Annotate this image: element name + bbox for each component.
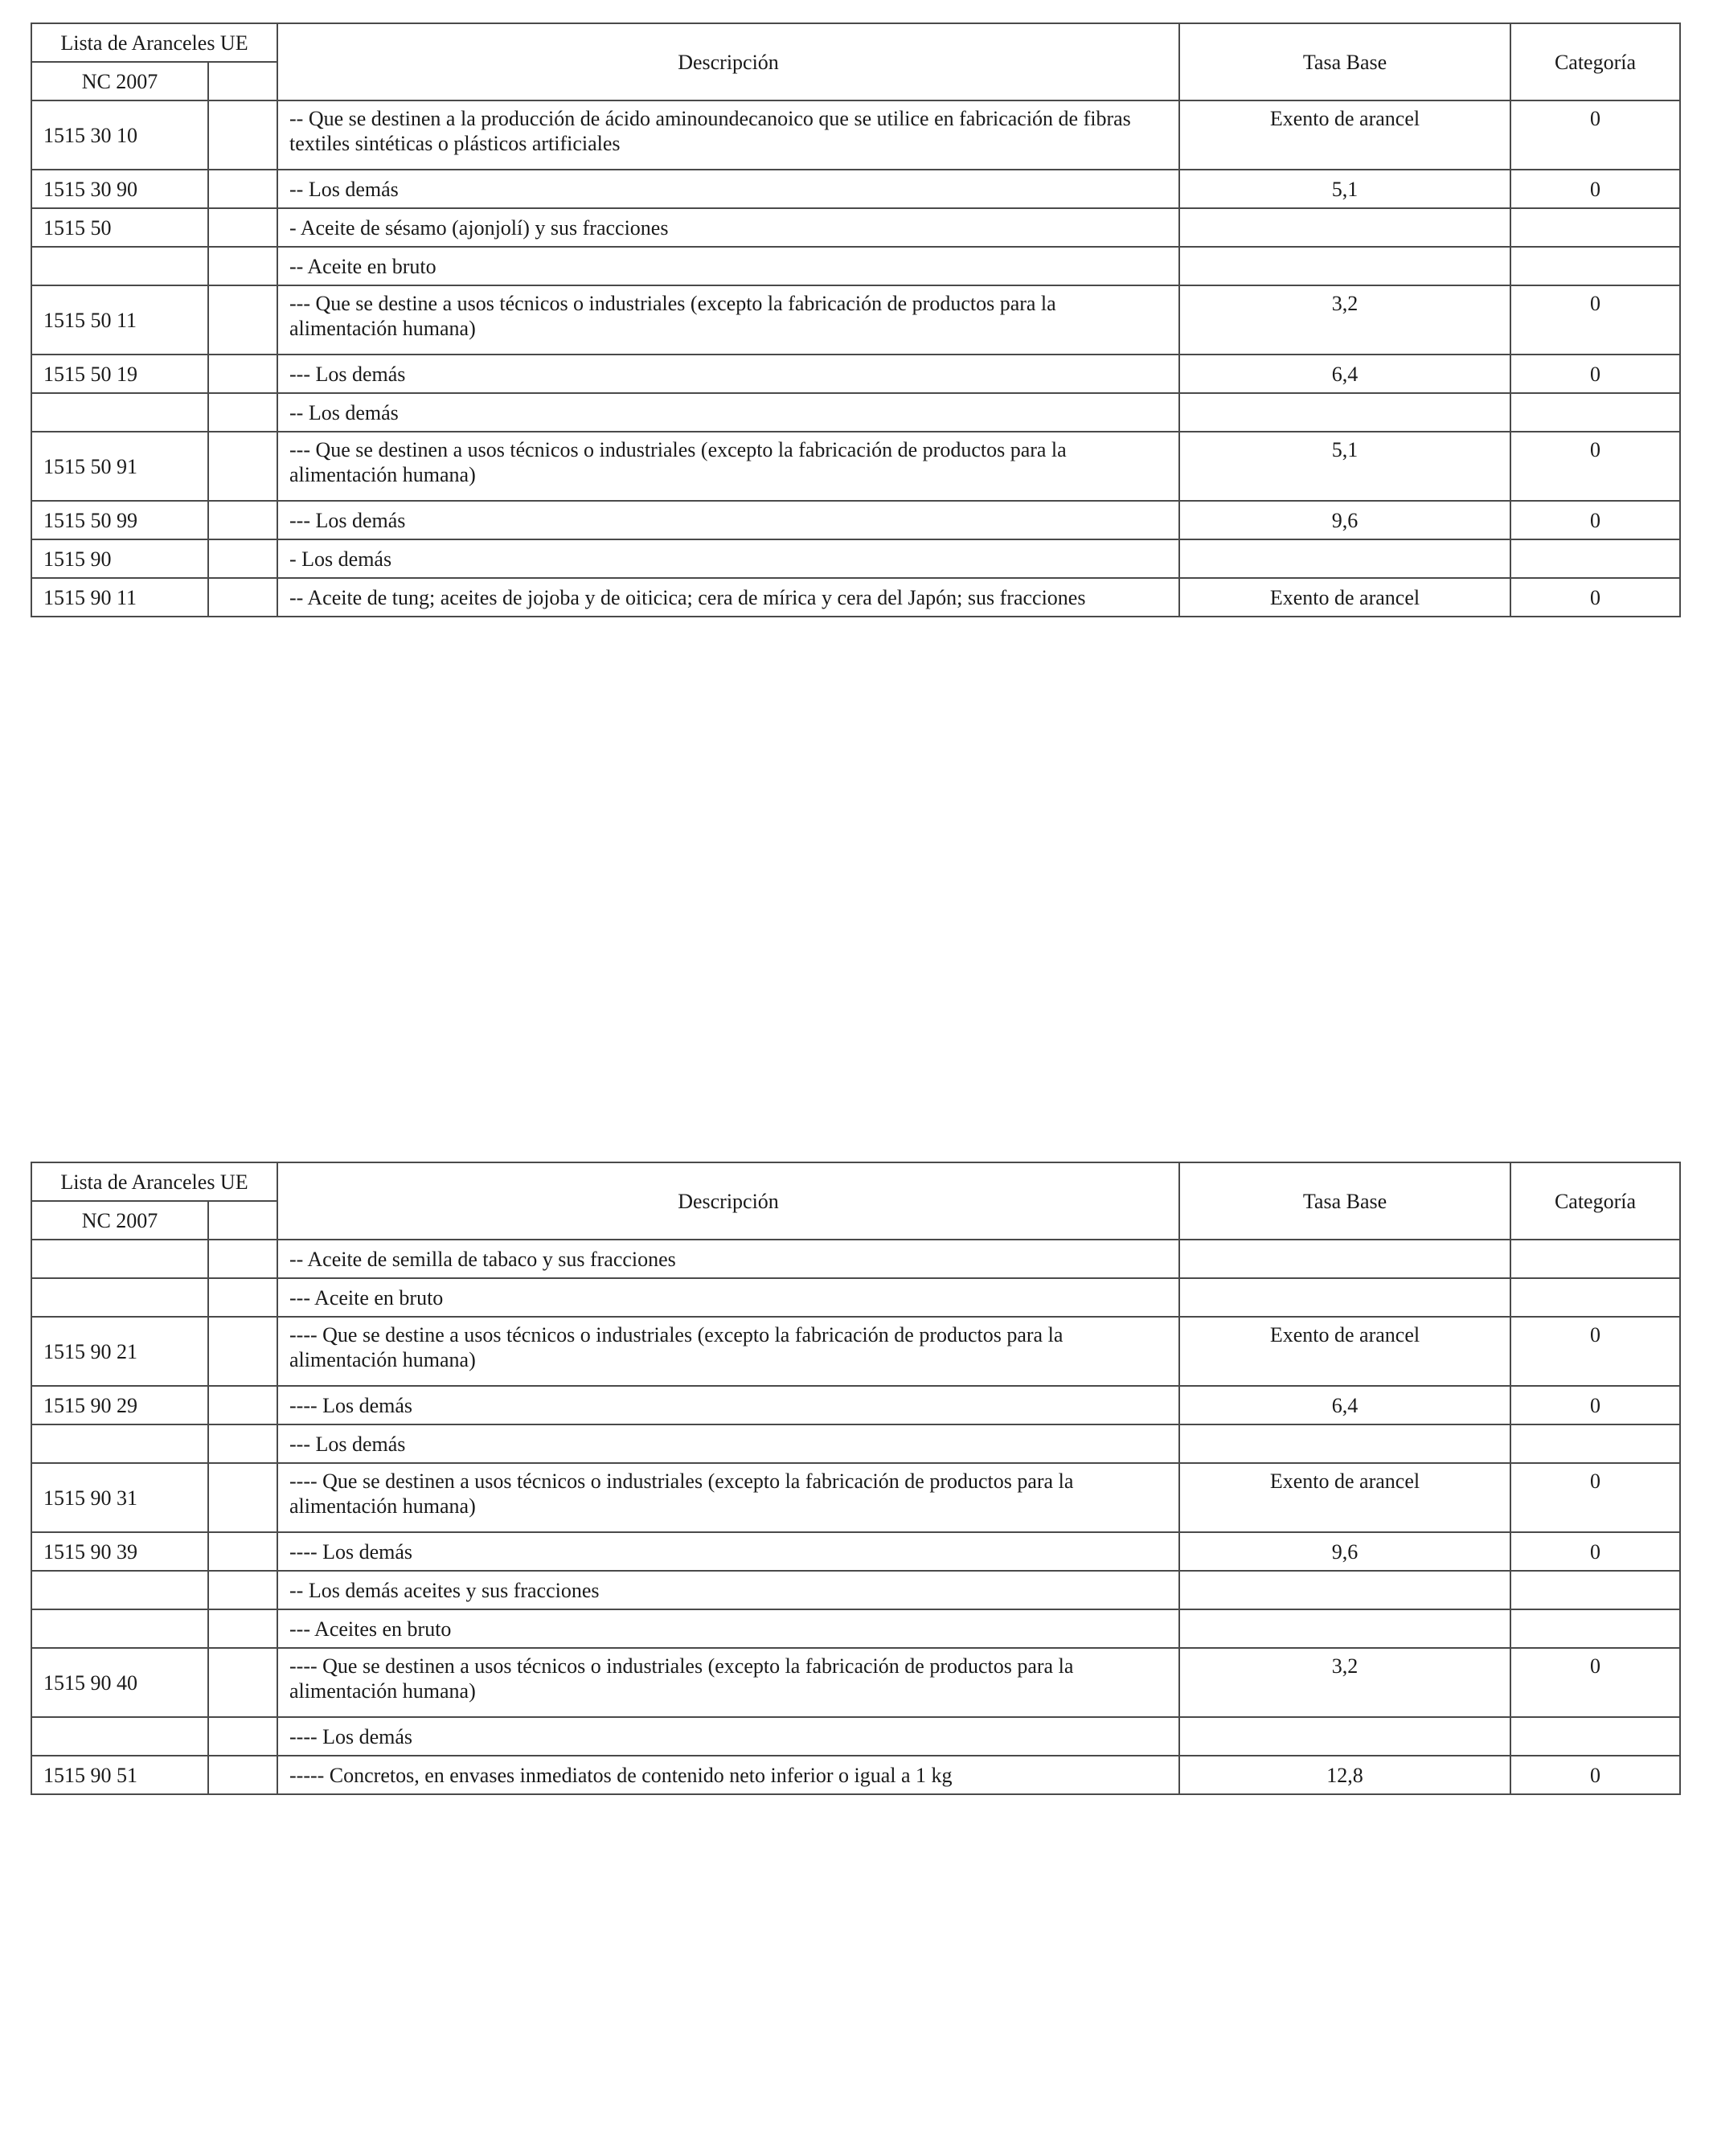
tariff-code-cell: [31, 247, 208, 285]
tariff-code-cell: 1515 30 10: [31, 100, 208, 170]
table-body: [31, 1240, 1680, 1794]
description-cell: --- Aceite en bruto: [277, 1278, 1179, 1317]
tariff-code-cell: [31, 1571, 208, 1609]
category-cell: [1510, 208, 1680, 247]
description-cell: ---- Los demás: [277, 1717, 1179, 1756]
table-row: [31, 1386, 1680, 1424]
blank-cell: [208, 1609, 277, 1648]
tariff-table-1: [31, 23, 1681, 617]
description-cell: -- Los demás aceites y sus fracciones: [277, 1571, 1179, 1609]
tariff-code-cell: 1515 50 99: [31, 501, 208, 539]
category-cell: 0: [1510, 1386, 1680, 1424]
category-cell: 0: [1510, 1756, 1680, 1794]
nc-label: NC 2007: [31, 62, 208, 100]
description-cell: -- Aceite en bruto: [277, 247, 1179, 285]
blank-cell: [208, 285, 277, 355]
blank-cell: [208, 1317, 277, 1386]
table-row: [31, 539, 1680, 578]
table-header: [31, 23, 1680, 100]
base-rate-cell: Exento de arancel: [1179, 100, 1510, 170]
table-row: [31, 208, 1680, 247]
tariff-code-cell: 1515 50 91: [31, 432, 208, 501]
base-rate-cell: [1179, 247, 1510, 285]
table-body: [31, 100, 1680, 617]
tariff-code-cell: 1515 90: [31, 539, 208, 578]
table-row: [31, 1278, 1680, 1317]
description-cell: ---- Que se destinen a usos técnicos o industriales (excepto la fabricación de productos para la alimentación humana): [277, 1463, 1179, 1532]
table-row: [31, 1532, 1680, 1571]
base-rate-cell: [1179, 1240, 1510, 1278]
blank-header-cell: [208, 1201, 277, 1240]
blank-cell: [208, 1424, 277, 1463]
base-rate-cell: [1179, 1717, 1510, 1756]
base-rate-cell: Exento de arancel: [1179, 578, 1510, 617]
tariff-code-cell: [31, 1717, 208, 1756]
list-label: Lista de Aranceles UE: [31, 1162, 277, 1201]
category-cell: 0: [1510, 1317, 1680, 1386]
category-cell: 0: [1510, 1648, 1680, 1717]
table-row: [31, 247, 1680, 285]
table-row: [31, 355, 1680, 393]
tariff-code-cell: [31, 1278, 208, 1317]
description-cell: --- Los demás: [277, 355, 1179, 393]
blank-cell: [208, 393, 277, 432]
table-header: [31, 1162, 1680, 1240]
base-rate-cell: 6,4: [1179, 1386, 1510, 1424]
base-rate-cell: [1179, 1278, 1510, 1317]
blank-cell: [208, 1386, 277, 1424]
category-cell: [1510, 1278, 1680, 1317]
blank-cell: [208, 208, 277, 247]
table-row: [31, 501, 1680, 539]
blank-cell: [208, 1756, 277, 1794]
description-cell: --- Que se destine a usos técnicos o industriales (excepto la fabricación de productos para la alimentación humana): [277, 285, 1179, 355]
base-rate-cell: 5,1: [1179, 432, 1510, 501]
base-rate-cell: [1179, 208, 1510, 247]
description-cell: --- Los demás: [277, 1424, 1179, 1463]
description-cell: --- Los demás: [277, 501, 1179, 539]
description-cell: -- Que se destinen a la producción de ácido aminoundecanoico que se utilice en fabricación de fibras textiles sintéticas o plásticos artificiales: [277, 100, 1179, 170]
blank-cell: [208, 539, 277, 578]
category-cell: [1510, 247, 1680, 285]
tariff-code-cell: 1515 90 39: [31, 1532, 208, 1571]
base-rate-cell: [1179, 1571, 1510, 1609]
description-cell: - Los demás: [277, 539, 1179, 578]
tariff-code-cell: [31, 1609, 208, 1648]
base-rate-cell: 12,8: [1179, 1756, 1510, 1794]
tariff-code-cell: 1515 90 31: [31, 1463, 208, 1532]
description-cell: ----- Concretos, en envases inmediatos de contenido neto inferior o igual a 1 kg: [277, 1756, 1179, 1794]
table-row: [31, 1463, 1680, 1532]
table-row: [31, 170, 1680, 208]
table-row: [31, 285, 1680, 355]
description-cell: -- Los demás: [277, 393, 1179, 432]
blank-cell: [208, 432, 277, 501]
table-row: [31, 578, 1680, 617]
category-cell: 0: [1510, 285, 1680, 355]
table-row: [31, 1240, 1680, 1278]
table-row: [31, 1424, 1680, 1463]
blank-cell: [208, 501, 277, 539]
table-row: [31, 100, 1680, 170]
blank-cell: [208, 1463, 277, 1532]
table-row: [31, 393, 1680, 432]
description-cell: -- Aceite de semilla de tabaco y sus fracciones: [277, 1240, 1179, 1278]
base-rate-cell: Exento de arancel: [1179, 1317, 1510, 1386]
description-cell: --- Que se destinen a usos técnicos o industriales (excepto la fabricación de productos para la alimentación humana): [277, 432, 1179, 501]
base-rate-cell: 9,6: [1179, 1532, 1510, 1571]
description-cell: ---- Los demás: [277, 1386, 1179, 1424]
category-cell: 0: [1510, 1532, 1680, 1571]
category-cell: [1510, 1717, 1680, 1756]
base-rate-header: Tasa Base: [1179, 1162, 1510, 1240]
blank-cell: [208, 1278, 277, 1317]
blank-cell: [208, 1717, 277, 1756]
category-header: Categoría: [1510, 23, 1680, 100]
table-row: [31, 432, 1680, 501]
tariff-code-cell: 1515 30 90: [31, 170, 208, 208]
base-rate-cell: Exento de arancel: [1179, 1463, 1510, 1532]
tariff-table-2: [31, 1162, 1681, 1795]
description-header: Descripción: [277, 1162, 1179, 1240]
tariff-code-cell: 1515 90 40: [31, 1648, 208, 1717]
nc-label: NC 2007: [31, 1201, 208, 1240]
description-cell: --- Aceites en bruto: [277, 1609, 1179, 1648]
description-header: Descripción: [277, 23, 1179, 100]
tariff-code-cell: [31, 1424, 208, 1463]
base-rate-cell: 6,4: [1179, 355, 1510, 393]
base-rate-cell: 3,2: [1179, 285, 1510, 355]
blank-cell: [208, 170, 277, 208]
category-cell: [1510, 1424, 1680, 1463]
table-row: [31, 1571, 1680, 1609]
category-cell: [1510, 1571, 1680, 1609]
tariff-code-cell: 1515 90 11: [31, 578, 208, 617]
category-cell: 0: [1510, 100, 1680, 170]
base-rate-cell: [1179, 1609, 1510, 1648]
tariff-code-cell: 1515 50 11: [31, 285, 208, 355]
description-cell: -- Los demás: [277, 170, 1179, 208]
blank-header-cell: [208, 62, 277, 100]
blank-cell: [208, 247, 277, 285]
base-rate-cell: 3,2: [1179, 1648, 1510, 1717]
blank-cell: [208, 1648, 277, 1717]
blank-cell: [208, 1571, 277, 1609]
blank-cell: [208, 355, 277, 393]
description-cell: ---- Los demás: [277, 1532, 1179, 1571]
category-cell: 0: [1510, 432, 1680, 501]
blank-cell: [208, 1240, 277, 1278]
tariff-code-cell: 1515 90 21: [31, 1317, 208, 1386]
table-row: [31, 1717, 1680, 1756]
blank-cell: [208, 1532, 277, 1571]
tariff-code-cell: [31, 1240, 208, 1278]
list-label: Lista de Aranceles UE: [31, 23, 277, 62]
tariff-code-cell: 1515 50 19: [31, 355, 208, 393]
tariff-code-cell: 1515 90 29: [31, 1386, 208, 1424]
description-cell: - Aceite de sésamo (ajonjolí) y sus fracciones: [277, 208, 1179, 247]
description-cell: ---- Que se destine a usos técnicos o industriales (excepto la fabricación de productos para la alimentación humana): [277, 1317, 1179, 1386]
category-cell: [1510, 1609, 1680, 1648]
category-cell: [1510, 539, 1680, 578]
category-header: Categoría: [1510, 1162, 1680, 1240]
category-cell: 0: [1510, 170, 1680, 208]
base-rate-cell: [1179, 393, 1510, 432]
tariff-code-cell: 1515 50: [31, 208, 208, 247]
table-row: [31, 1317, 1680, 1386]
category-cell: [1510, 1240, 1680, 1278]
tariff-code-cell: [31, 393, 208, 432]
base-rate-cell: 9,6: [1179, 501, 1510, 539]
category-cell: 0: [1510, 355, 1680, 393]
base-rate-cell: [1179, 1424, 1510, 1463]
base-rate-cell: 5,1: [1179, 170, 1510, 208]
description-cell: -- Aceite de tung; aceites de jojoba y de oiticica; cera de mírica y cera del Japón; sus fracciones: [277, 578, 1179, 617]
category-cell: [1510, 393, 1680, 432]
table-row: [31, 1756, 1680, 1794]
base-rate-header: Tasa Base: [1179, 23, 1510, 100]
description-cell: ---- Que se destinen a usos técnicos o industriales (excepto la fabricación de productos para la alimentación humana): [277, 1648, 1179, 1717]
base-rate-cell: [1179, 539, 1510, 578]
tariff-code-cell: 1515 90 51: [31, 1756, 208, 1794]
category-cell: 0: [1510, 578, 1680, 617]
blank-cell: [208, 578, 277, 617]
category-cell: 0: [1510, 501, 1680, 539]
blank-cell: [208, 100, 277, 170]
category-cell: 0: [1510, 1463, 1680, 1532]
table-row: [31, 1609, 1680, 1648]
table-row: [31, 1648, 1680, 1717]
